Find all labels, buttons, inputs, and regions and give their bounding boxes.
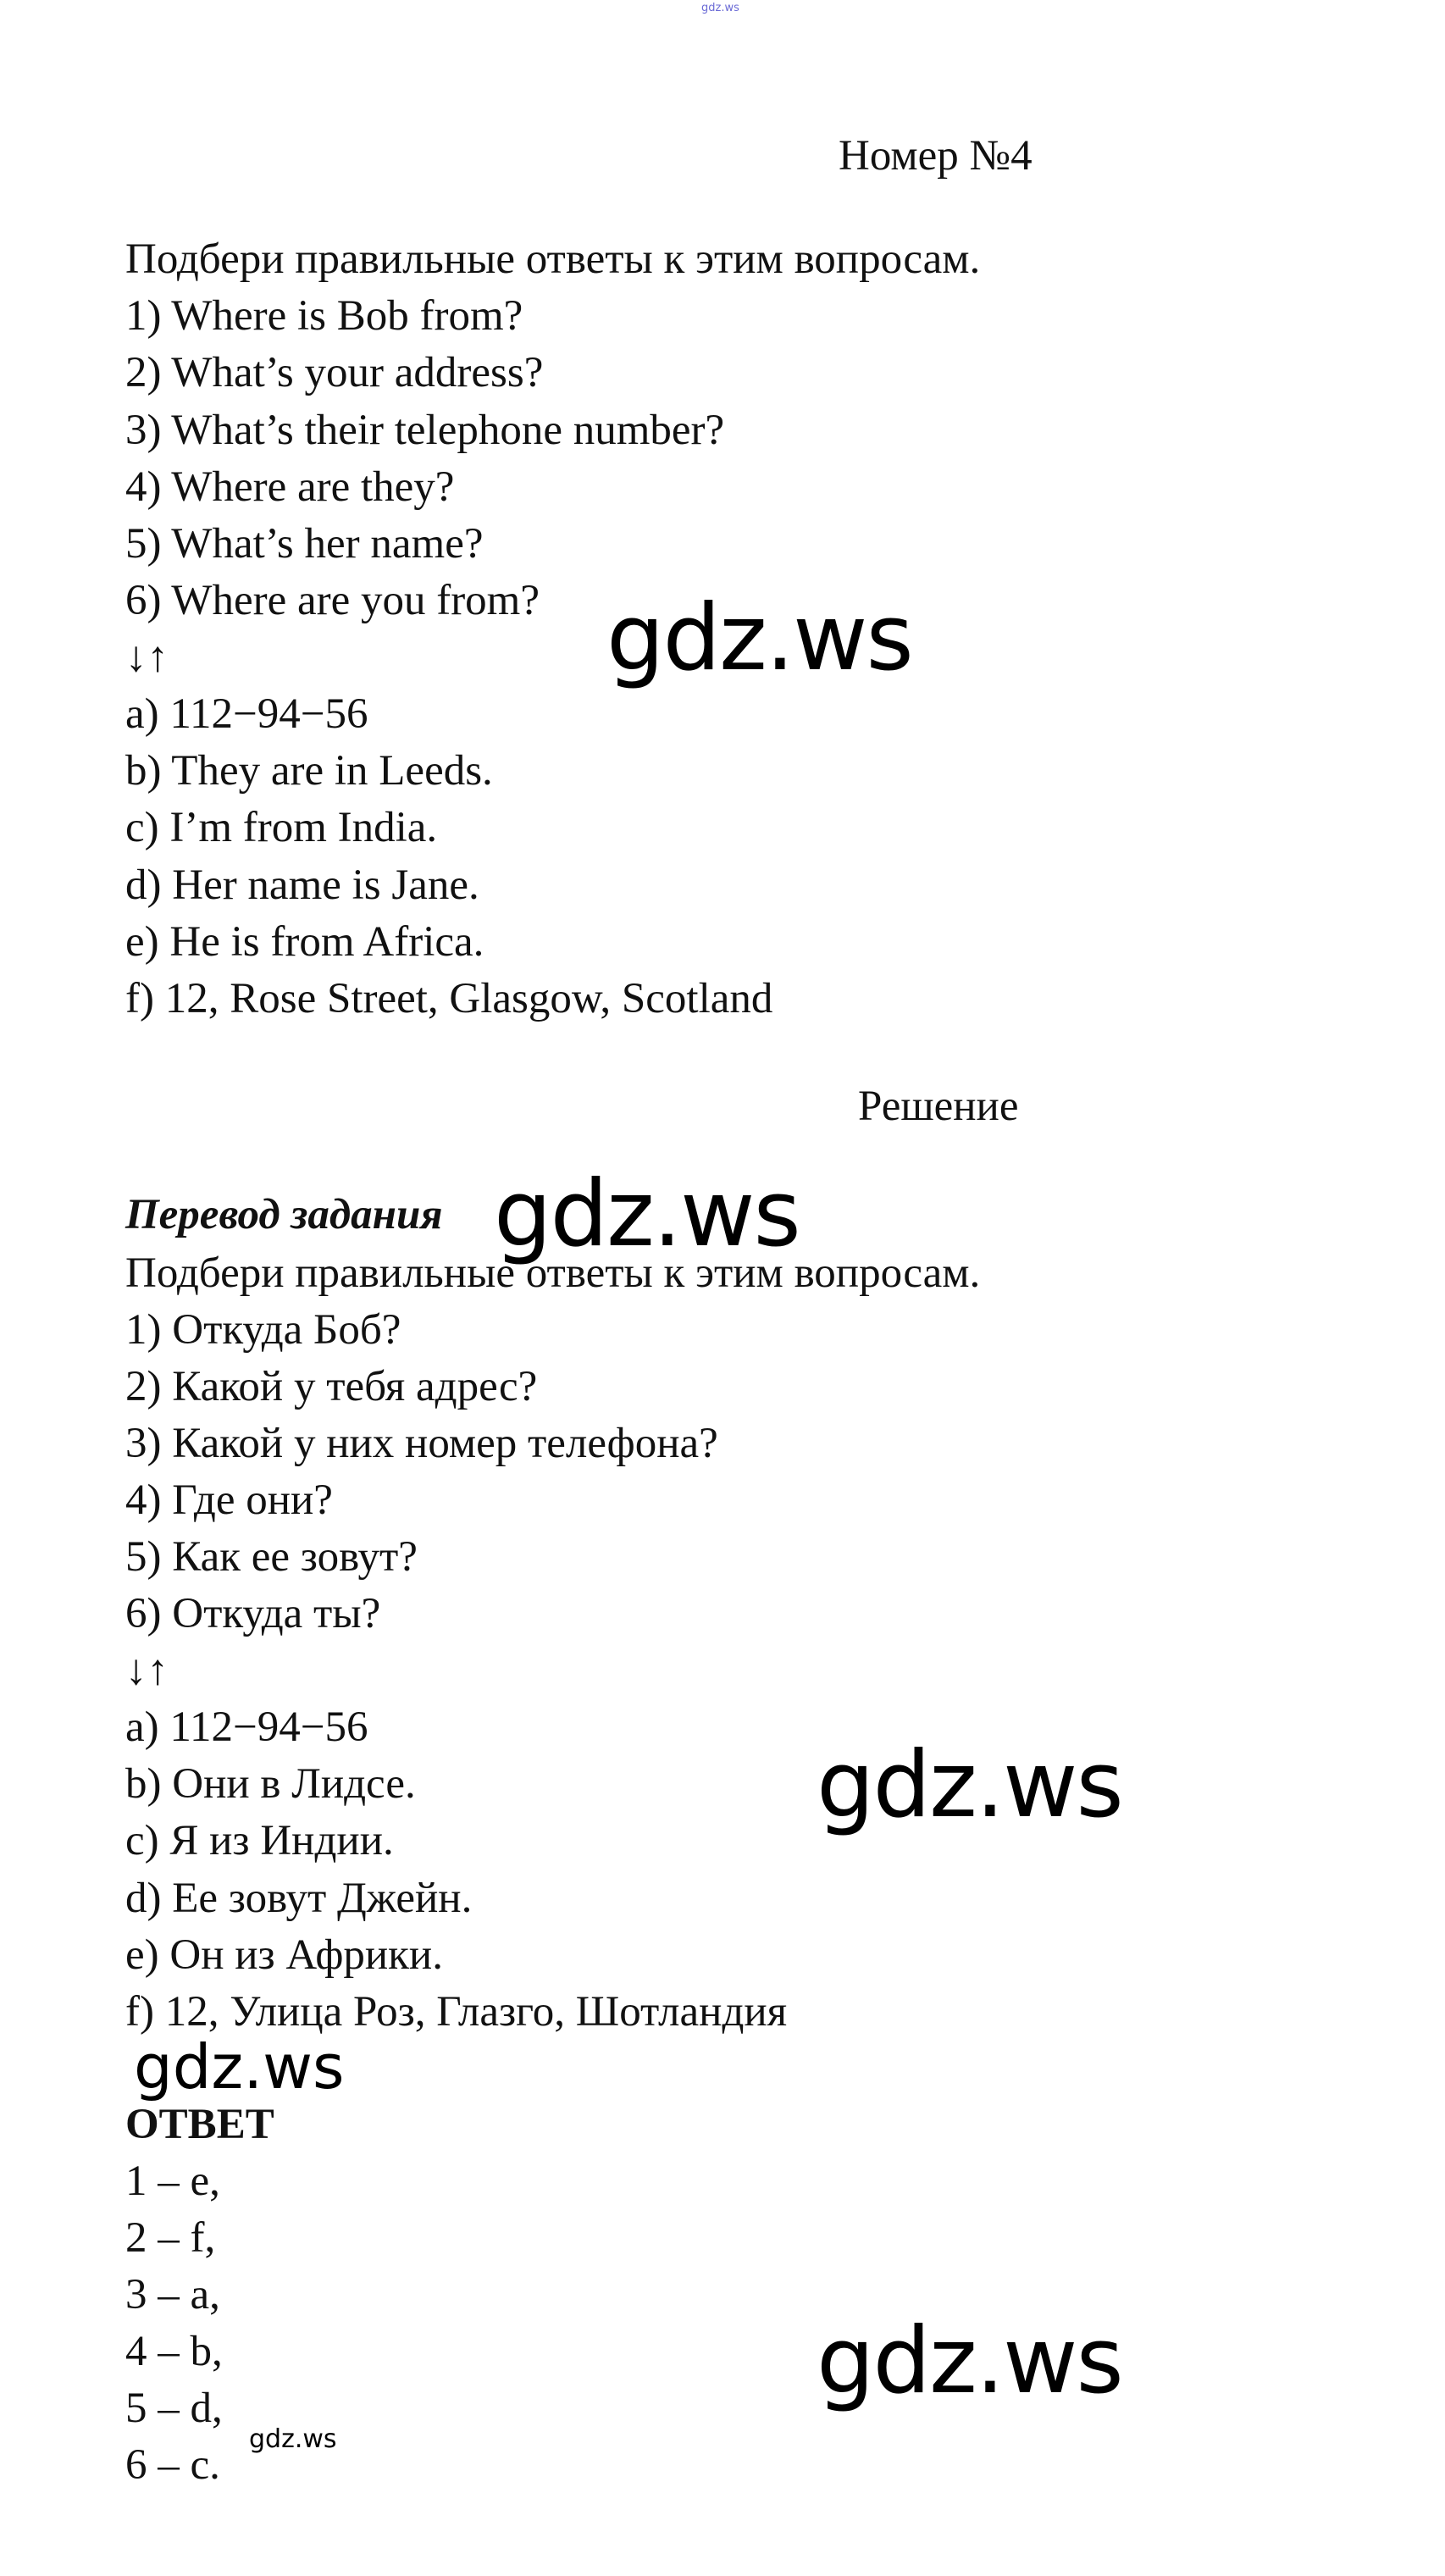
- translated-answer: f) 12, Улица Роз, Глазго, Шотландия: [125, 1988, 788, 2036]
- question-line: 3) What’s their telephone number?: [125, 407, 725, 454]
- watermark: gdz.ws: [606, 585, 912, 691]
- solution-instruction: Подбери правильные ответы к этим вопросам.: [125, 1249, 981, 1297]
- match-line: 2 – f,: [125, 2214, 216, 2262]
- answer-option: f) 12, Rose Street, Glasgow, Scotland: [125, 975, 773, 1022]
- translation-heading: Перевод задания: [125, 1191, 443, 1238]
- answer-heading: ОТВЕТ: [125, 2101, 274, 2148]
- question-line: 4) Where are they?: [125, 463, 455, 511]
- answer-option: c) I’m from India.: [125, 804, 438, 851]
- translated-question: 2) Какой у тебя адрес?: [125, 1363, 538, 1410]
- watermark: gdz.ws: [494, 1161, 800, 1267]
- watermark: gdz.ws: [249, 2424, 337, 2454]
- task-number: Номер №4: [839, 132, 1033, 180]
- translated-question: 3) Какой у них номер телефона?: [125, 1420, 718, 1467]
- translated-answer: c) Я из Индии.: [125, 1817, 394, 1864]
- translated-answer: a) 112−94−56: [125, 1703, 368, 1751]
- answer-option: e) He is from Africa.: [125, 918, 484, 966]
- watermark: gdz.ws: [134, 2031, 345, 2102]
- match-line: 6 – c.: [125, 2441, 220, 2489]
- translated-answer: e) Он из Африки.: [125, 1931, 443, 1979]
- solution-heading: Решение: [858, 1083, 1019, 1130]
- answer-option: d) Her name is Jane.: [125, 861, 479, 909]
- match-line: 5 – d,: [125, 2385, 223, 2432]
- translated-answer: b) Они в Лидсе.: [125, 1760, 416, 1808]
- match-line: 3 – a,: [125, 2271, 220, 2318]
- translated-question: 6) Откуда ты?: [125, 1590, 381, 1637]
- watermark-top: gdz.ws: [701, 2, 739, 14]
- translated-question: 5) Как ее зовут?: [125, 1533, 418, 1581]
- answer-option: b) They are in Leeds.: [125, 747, 493, 795]
- watermark: gdz.ws: [817, 1732, 1122, 1838]
- translated-question: 1) Откуда Боб?: [125, 1306, 401, 1354]
- arrows: ↓↑: [125, 634, 169, 681]
- translated-question: 4) Где они?: [125, 1476, 333, 1524]
- match-line: 4 – b,: [125, 2328, 223, 2375]
- question-line: 5) What’s her name?: [125, 520, 484, 568]
- task-instruction: Подбери правильные ответы к этим вопросам.: [125, 235, 981, 283]
- question-line: 6) Where are you from?: [125, 577, 540, 624]
- arrows: ↓↑: [125, 1647, 169, 1694]
- watermark: gdz.ws: [817, 2308, 1122, 2414]
- translated-answer: d) Ее зовут Джейн.: [125, 1875, 473, 1922]
- match-line: 1 – e,: [125, 2158, 220, 2205]
- question-line: 2) What’s your address?: [125, 349, 544, 396]
- question-line: 1) Where is Bob from?: [125, 292, 523, 340]
- answer-option: a) 112−94−56: [125, 690, 368, 738]
